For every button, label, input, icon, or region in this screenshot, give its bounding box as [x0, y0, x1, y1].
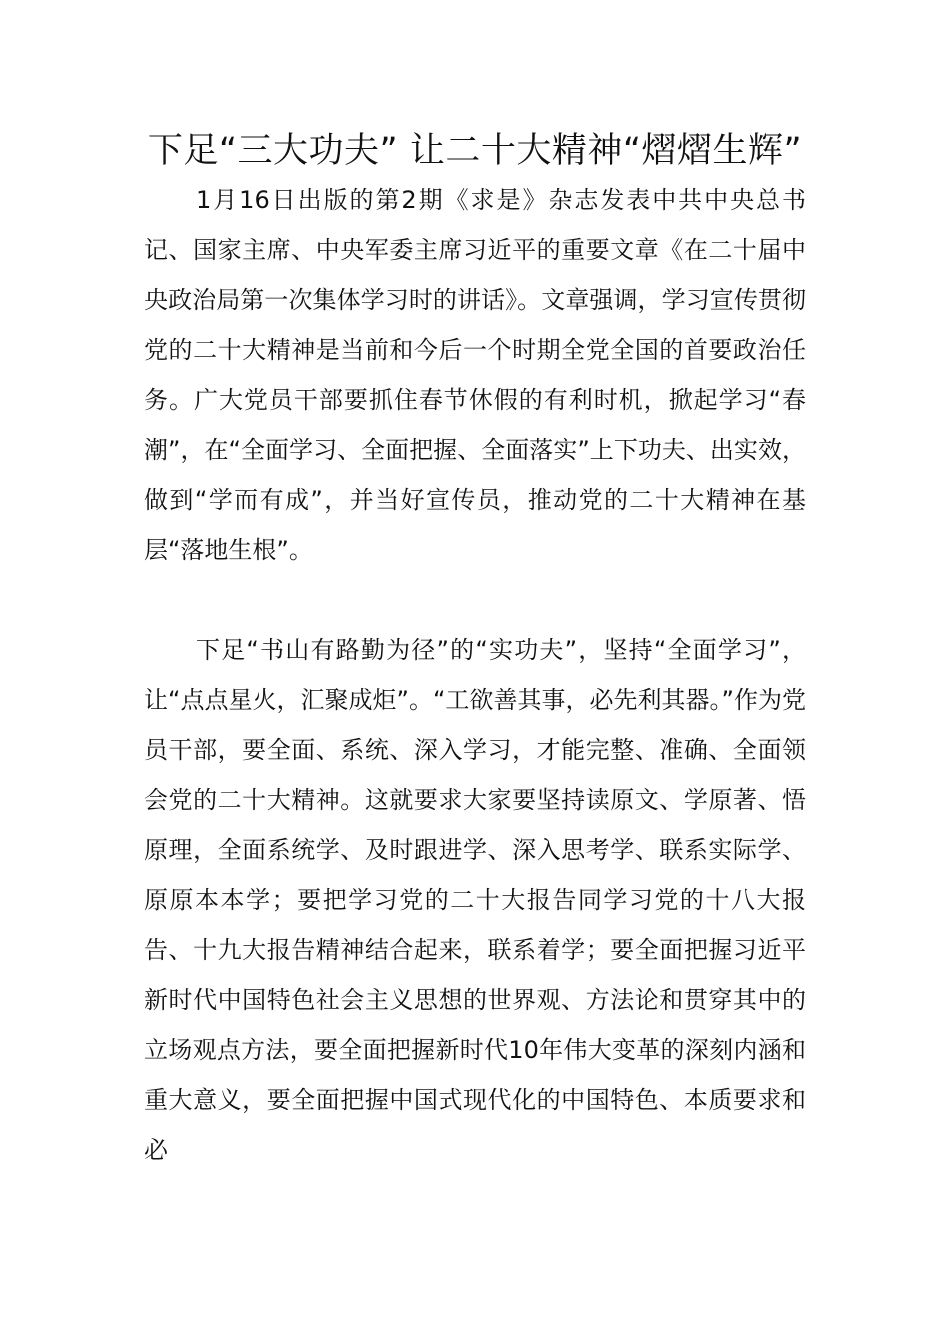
document-page: [144, 128, 806, 1175]
paragraph-spacer: [144, 575, 806, 625]
paragraph-intro: 1月16日出版的第2期《求是》杂志发表中共中央总书记、国家主席、中央军委主席习近平的重要文章《在二十届中央政治局第一次集体学习时的讲话》。文章强调，学习宣传贯彻党的二十大精神是当前和今后一个时期全党全国的首要政治任务。广大党员干部要抓住春节休假的有利时机，掀起学习“春潮”，在“全面学习、全面把握、全面落实”上下功夫、出实效，做到“学而有成”，并当好宣传员，推动党的二十大精神在基层“落地生根”。: [144, 186, 806, 564]
paragraph-section-1: 下足“书山有路勤为径”的“实功夫”，坚持“全面学习”，让“点点星火，汇聚成炬”。“工欲善其事，必先利其器。”作为党员干部，要全面、系统、深入学习，才能完整、准确、全面领会党的二十大精神。这就要求大家要坚持读原文、学原著、悟原理，全面系统学、及时跟进学、深入思考学、联系实际学、原原本本学；要把学习党的二十大报告同学习党的十八大报告、十九大报告精神结合起来，联系着学；要全面把握习近平新时代中国特色社会主义思想的世界观、方法论和贯穿其中的立场观点方法，要全面把握新时代10年伟大变革的深刻内涵和重大意义，要全面把握中国式现代化的中国特色、本质要求和必: [144, 636, 806, 1164]
document-title: 下足“三大功夫” 让二十大精神“熠熠生辉”: [147, 131, 803, 171]
